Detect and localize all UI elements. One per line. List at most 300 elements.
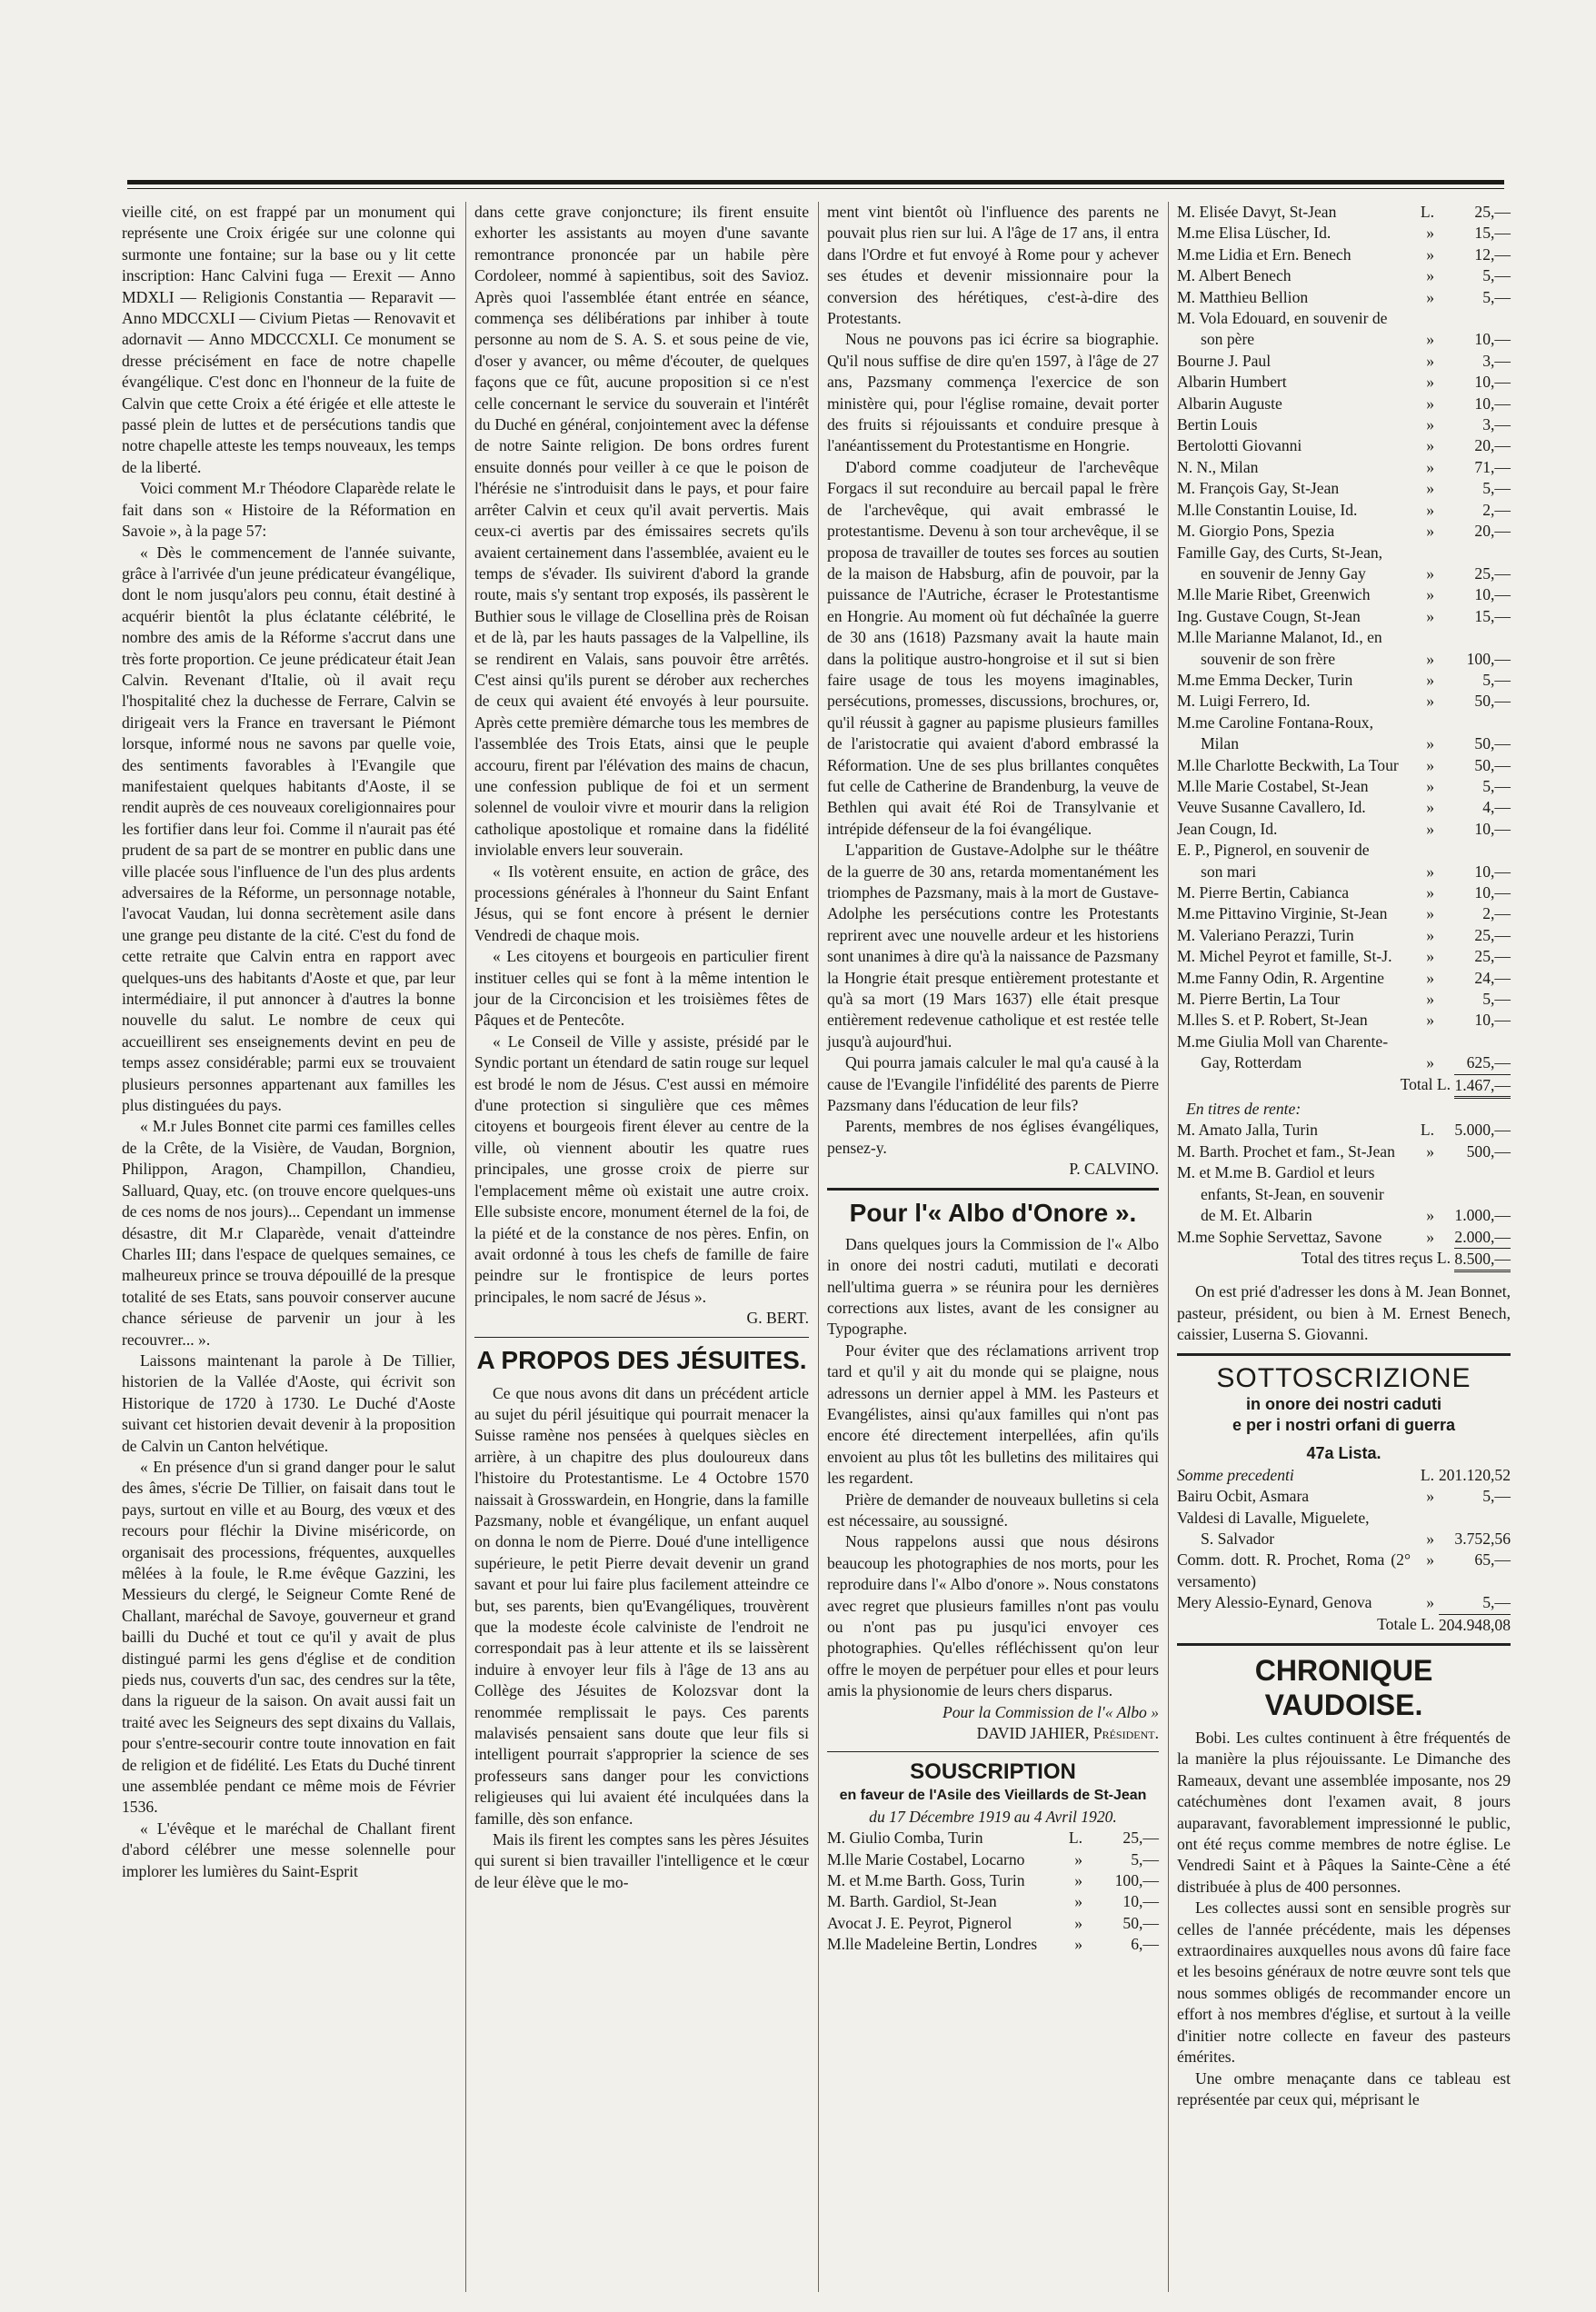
list-row [827, 1913, 1159, 1934]
row-value: 71,— [1474, 457, 1511, 476]
row-unit: » [1074, 1849, 1082, 1869]
row-value: 10,— [1474, 373, 1511, 392]
row-value: 2.000,— [1454, 1227, 1511, 1246]
row-name: Bertin Louis [1177, 415, 1258, 434]
paragraph: Une ombre menaçante dans ce tableau est représentée par ceux qui, méprisant le [1177, 2068, 1511, 2108]
row-name: Albarin Auguste [1177, 394, 1282, 413]
list-row [1177, 521, 1511, 542]
row-name: M.lle Constantin Louise, Id. [1177, 500, 1358, 519]
row-value: 25,— [1474, 925, 1511, 944]
row-name: Jean Cougn, Id. [1177, 819, 1278, 838]
list-row [1177, 1052, 1511, 1073]
section-divider [1177, 1643, 1511, 1646]
list-row [1177, 351, 1511, 372]
row-value: 6,— [1131, 1935, 1159, 1954]
list-row [1177, 1184, 1511, 1205]
row-name: Albarin Humbert [1177, 373, 1287, 392]
paragraph: « L'évêque et le maréchal de Challant firent d'abord célébrer une messe solennelle pour implorer les lumières du Saint-Esprit [122, 1819, 455, 1880]
row-name: M. Valeriano Perazzi, Turin [1177, 925, 1354, 944]
list-row [1177, 329, 1511, 350]
row-unit: » [1426, 1227, 1434, 1246]
row-unit: » [1426, 904, 1434, 923]
row-name: M.me Pittavino Virginie, St-Jean [1177, 904, 1388, 923]
row-value [1434, 713, 1511, 733]
row-name: M. Matthieu Bellion [1177, 287, 1309, 306]
list-row [1177, 862, 1511, 882]
row-unit: » [1426, 606, 1434, 625]
row-unit: » [1426, 351, 1434, 370]
row-unit: » [1426, 415, 1434, 434]
list-row [1177, 1508, 1511, 1529]
paragraph: Prière de demander de nouveaux bulletins si cela est nécessaire, au soussigné. [827, 1490, 1159, 1530]
row-name: M. et M.me Barth. Goss, Turin [827, 1871, 1025, 1890]
column-2 [474, 202, 809, 1893]
row-unit: L. [1420, 1121, 1434, 1140]
list-row [1177, 543, 1511, 563]
list-row [1177, 1465, 1511, 1486]
row-name: M. Amato Jalla, Turin [1177, 1121, 1318, 1140]
top-rule-thick [127, 180, 1504, 184]
row-unit: » [1426, 649, 1434, 668]
list-row [1177, 1031, 1511, 1052]
row-unit: » [1426, 244, 1434, 264]
row-value: 24,— [1474, 968, 1511, 987]
row-value: 10,— [1474, 1011, 1511, 1030]
paragraph: Bobi. Les cultes continuent à être fréquentés de la manière la plus réjouissante. Le Dimanche des Rameaux, devant une assemblée imposante, nos 29 catéchumènes dont l'examen avait, 8 jours auparavant, favorablement impressionné le public, ont été reçus comme membres de notre église. Le Vendredi Saint et à Pâques la Sainte-Cène a été distribuée à plus de 400 personnes. [1177, 1729, 1511, 1896]
row-name: Famille Gay, des Curts, St-Jean, [1177, 543, 1383, 562]
row-value: 10,— [1474, 585, 1511, 604]
list-row [1177, 606, 1511, 627]
list-row [1177, 1486, 1511, 1507]
list-row [1177, 946, 1511, 967]
total-value: 8.500,— [1454, 1248, 1511, 1272]
list-row [1177, 691, 1511, 712]
row-unit: » [1426, 287, 1434, 306]
row-value [1434, 1031, 1511, 1052]
row-value: 10,— [1474, 819, 1511, 838]
row-unit: » [1426, 563, 1434, 583]
row-unit [1411, 308, 1434, 329]
paragraph: Ce que nous avons dit dans un précédent article au sujet du péril jésuitique qui pourrait menacer la Suisse ramène nos pensées à quelques siècles en arrière, à un chapitre des plus douloureux dans l'histoire du Protestantisme. Le 4 Octobre 1570 naissait à Grosswardein, en Hongrie, dans la famille Pazsmany, noble et évangélique, un enfant auquel on donna le nom de Pierre. Doué d'une intelligence supérieure, le petit Pierre devait devenir un grand savant et pour lui faire plus facilement atteindre ce but, ses parents, bien qu'Evangéliques, trouvèrent que la modeste école calviniste de l'endroit ne correspondait pas à leur attente et ils se laissèrent induire à envoyer leur fils à l'âge de 13 ans au Collège des Jésuites de Kolozsvar dont la renommée remplissait le pays. Ces parents malavisés pensaient sans doute que leur fils si intelligent pourrait s'approprier la science de ses professeurs sans danger pour les convictions religieuses qui lui avaient été inculquées dans la famille, dès son enfance. [474, 1383, 809, 1828]
row-unit: » [1426, 692, 1434, 711]
row-name: M. Barth. Gardiol, St-Jean [827, 1892, 997, 1911]
dons-text: On est prié d'adresser les dons à M. Jean Bonnet, pasteur, président, ou bien à M. Ernest Benech, caissier, Luserna S. Giovanni. [1177, 1282, 1511, 1344]
row-value: 15,— [1474, 606, 1511, 625]
row-value [1434, 840, 1511, 861]
article-subtitle: en faveur de l'Asile des Vieillards de St-Jean [839, 1788, 1147, 1804]
row-value: 3,— [1482, 351, 1511, 370]
list-row [1177, 903, 1511, 924]
signature: G. BERT. [746, 1309, 809, 1328]
row-name: Ing. Gustave Cougn, St-Jean [1177, 606, 1361, 625]
list-row [827, 1849, 1159, 1870]
row-unit: L. [1068, 1829, 1082, 1848]
row-unit: » [1426, 373, 1434, 392]
column-divider [465, 202, 466, 2292]
row-name: Gay, Rotterdam [1201, 1053, 1302, 1072]
column-1 [122, 202, 455, 1882]
row-name: M.lles S. et P. Robert, St-Jean [1177, 1011, 1368, 1030]
row-name: de M. Et. Albarin [1201, 1206, 1312, 1225]
row-name: M. Pierre Bertin, Cabianca [1177, 883, 1350, 902]
row-value: 10,— [1474, 862, 1511, 881]
row-name: M. Elisée Davyt, St-Jean [1177, 203, 1337, 221]
row-unit: » [1426, 1141, 1434, 1161]
row-value: 10,— [1474, 330, 1511, 349]
section-divider [827, 1188, 1159, 1191]
column-divider [1168, 202, 1169, 2292]
row-value: 65,— [1474, 1550, 1511, 1570]
row-value: 50,— [1474, 755, 1511, 774]
row-name: M.lle Marie Costabel, Locarno [827, 1849, 1025, 1869]
row-name: E. P., Pignerol, en souvenir de [1177, 841, 1370, 860]
row-name: M.lle Madeleine Bertin, Londres [827, 1935, 1038, 1954]
paragraph: Les collectes aussi sont en sensible progrès sur celles de l'année précédente, mais les dépenses extraordinaires auxquelles nous avons dû faire face et les besoins généraux de notre œuvre sont tels que nous sommes obligés de recommander encore un effort à nos membres d'église, et surtout à la veille d'initier notre collecte en faveur des pasteurs émérites. [1177, 1898, 1511, 2067]
row-unit: » [1426, 522, 1434, 541]
list-row [1177, 394, 1511, 414]
row-value [1434, 308, 1511, 329]
row-unit [1411, 713, 1434, 733]
row-name: M. Giorgio Pons, Spezia [1177, 522, 1335, 541]
row-unit: » [1426, 883, 1434, 902]
row-name: M. Barth. Prochet et fam., St-Jean [1177, 1141, 1395, 1161]
list-row [1177, 563, 1511, 584]
paragraph: « Les citoyens et bourgeois en particulier firent instituer celles qui se font à la même intention le jour de la Circoncision et les troisièmes fêtes de Pâques et de Pentecôte. [474, 947, 809, 1030]
row-unit: » [1426, 819, 1434, 838]
row-name: M.lle Charlotte Beckwith, La Tour [1177, 755, 1399, 774]
row-unit: » [1426, 734, 1434, 753]
list-row [827, 1891, 1159, 1912]
list-row [1177, 649, 1511, 670]
row-name: M. Giulio Comba, Turin [827, 1829, 983, 1848]
row-name: en souvenir de Jenny Gay [1201, 563, 1366, 583]
list-row [1177, 1529, 1511, 1550]
section-divider [1177, 1353, 1511, 1356]
row-unit: » [1426, 798, 1434, 817]
top-rule-thin [127, 188, 1504, 189]
row-value: 50,— [1474, 692, 1511, 711]
row-name: M.lle Marie Ribet, Greenwich [1177, 585, 1371, 604]
paragraph: Parents, membres de nos églises évangéliques, pensez-y. [827, 1117, 1159, 1157]
row-name: enfants, St-Jean, en souvenir [1201, 1184, 1384, 1203]
row-value: 100,— [1114, 1871, 1159, 1890]
paragraph: Mais ils firent les comptes sans les pères Jésuites qui surent si bien travailler l'intelligence et le cœur de leur élève que le mo- [474, 1830, 809, 1891]
paragraph: Voici comment M.r Théodore Claparède relate le fait dans son « Histoire de la Réformation en Savoie », à la page 57: [122, 479, 455, 541]
row-name: Bairu Ocbit, Asmara [1177, 1487, 1310, 1506]
row-unit: » [1426, 1011, 1434, 1030]
row-value: 10,— [1122, 1892, 1159, 1911]
total-row [1177, 1074, 1511, 1099]
paragraph: Dans quelques jours la Commission de l'« Albo in onore dei nostri caduti, mutilati e decorati nell'ultima guerra » se réunira pour les dernières corrections aux listes, avant de les consigner au Typographe. [827, 1234, 1159, 1339]
list-row [1177, 1227, 1511, 1248]
list-row [1177, 840, 1511, 861]
list-row [1177, 1010, 1511, 1031]
row-name: M.me Elisa Lüscher, Id. [1177, 224, 1332, 243]
paragraph: ment vint bientôt où l'influence des parents ne pouvait plus rien sur lui. A l'âge de 17 ans, il entra dans l'Ordre et fut envoyé à Rome pour y achever ses études et devenir missionnaire pour la conversion des hérétiques, c'est-à-dire des Protestants. [827, 203, 1159, 328]
row-name: M. et M.me B. Gardiol et leurs [1177, 1163, 1375, 1182]
list-row [827, 1934, 1159, 1955]
row-unit: » [1426, 862, 1434, 881]
row-unit: » [1426, 436, 1434, 455]
row-value: 25,— [1474, 947, 1511, 966]
row-name: Bourne J. Paul [1177, 351, 1272, 370]
row-value: 12,— [1474, 244, 1511, 264]
list-row [1177, 968, 1511, 989]
row-unit: » [1426, 224, 1434, 243]
row-value: 50,— [1122, 1913, 1159, 1932]
list-row [1177, 244, 1511, 265]
list-row [1177, 478, 1511, 499]
section-divider [474, 1337, 809, 1338]
row-unit: » [1426, 670, 1434, 689]
row-value: 2,— [1482, 904, 1511, 923]
row-name: M.me Emma Decker, Turin [1177, 670, 1353, 689]
paragraph: « Dès le commencement de l'année suivante, grâce à l'arrivée d'un jeune prédicateur évangélique, dont le nom jusqu'alors peu connu, était destiné à acquérir bientôt la plus éclatante célébrité, le nombre des amis de la Réforme s'accrut dans une très forte proportion. Ce jeune prédicateur était Jean Calvin. Revenant d'Italie, où il avait reçu l'hospitalité chez la duchesse de Ferrare, Calvin se dirigeait vers la France en traversant le Piémont lorsque, informé nous ne savons par quelle voie, des sentiments favorables à l'Evangile que manifestaient quelques habitants d'Aoste, il se rendit auprès de ces nouveaux coreligionnaires pour les fortifier dans leur foi. Comme il n'aurait pas été prudent de sa part de se montrer en public dans une ville placée sous l'influence de l'un des plus ardents adversaires de la Réforme, un personnage notable, l'avocat Vaudan, lui donna secrètement asile dans une grange peu distante de la cité. C'est du fond de cette retraite que Calvin entra en rapport avec quelques-uns des habitants d'Aoste et que, par leur intermédiaire, il put annoncer à d'autres la bonne nouvelle du salut. Le nombre de ceux qui accueillirent ses enseignements devint en peu de temps assez considérable; parmi eux se trouvaient plusieurs personnes appartenant aux familles les plus distinguées du pays. [122, 543, 455, 1115]
signature: DAVID JAHIER, Président. [976, 1724, 1159, 1743]
row-name: M.me Caroline Fontana-Roux, [1177, 713, 1373, 732]
list-number: 47a Lista. [1306, 1444, 1382, 1463]
row-name: son mari [1201, 862, 1257, 881]
row-unit [1411, 627, 1434, 648]
row-name: M.me Lidia et Ern. Benech [1177, 244, 1352, 264]
paragraph: « Le Conseil de Ville y assiste, présidé par le Syndic portant un étendard de satin rouge sur lequel est brodé le nom de Jésus. C'est aussi en mémoire d'une protection si singulière que ces mêmes citoyens et bourgeois firent élever au centre de la ville, où viennent aboutir les quatre rues principales, une grosse croix de pierre sur l'emplacement même où existait une autre croix. Elle subsiste encore, monument éternel de la foi, de la piété et de la constance de nos pères. Enfin, on avait ordonné à tous les chefs de famille de faire peindre sur le frontispice de leurs portes principales, le nom sacré de Jésus ». [474, 1031, 809, 1306]
list-row [1177, 797, 1511, 818]
row-unit: » [1426, 1593, 1434, 1612]
list-row [1177, 1592, 1511, 1613]
list-row [1177, 202, 1511, 223]
row-value: 5,— [1482, 287, 1511, 306]
column-divider [818, 202, 819, 2292]
list-row [1177, 223, 1511, 244]
row-value: 5,— [1482, 1487, 1511, 1506]
row-unit: » [1426, 1550, 1434, 1570]
row-unit: » [1426, 266, 1434, 285]
row-value: 25,— [1122, 1829, 1159, 1848]
row-value: 2,— [1482, 500, 1511, 519]
list-row [1177, 819, 1511, 840]
article-subtitle: in onore dei nostri caduti [1245, 1394, 1441, 1413]
row-unit: » [1426, 585, 1434, 604]
row-unit: » [1426, 968, 1434, 987]
row-unit: L. [1420, 1465, 1434, 1484]
article-dates: du 17 Décembre 1919 au 4 Avril 1920. [869, 1807, 1117, 1826]
row-name: Valdesi di Lavalle, Miguelete, [1177, 1508, 1370, 1527]
row-unit: » [1426, 755, 1434, 774]
row-name: S. Salvador [1201, 1529, 1275, 1548]
row-name: Avocat J. E. Peyrot, Pignerol [827, 1913, 1012, 1932]
row-name: Comm. dott. R. Prochet, Roma (2° versamento) [1177, 1550, 1411, 1590]
row-name: N. N., Milan [1177, 457, 1259, 476]
total-label: Totale L. [1377, 1614, 1435, 1633]
signature: Pour la Commission de l'« Albo » [942, 1702, 1159, 1721]
list-row [1177, 414, 1511, 435]
row-value: 5,— [1482, 990, 1511, 1009]
row-name: M.me Fanny Odin, R. Argentine [1177, 968, 1384, 987]
article-title: SOUSCRIPTION [910, 1759, 1076, 1785]
row-value: 5,— [1482, 1593, 1511, 1612]
row-value: 50,— [1474, 734, 1511, 753]
row-unit: » [1426, 479, 1434, 498]
row-value: 5,— [1482, 670, 1511, 689]
row-name: M.me Giulia Moll van Charente- [1177, 1031, 1389, 1051]
list-row [1177, 1205, 1511, 1226]
row-name: M. Vola Edouard, en souvenir de [1177, 309, 1388, 328]
row-unit [1411, 840, 1434, 861]
list-row [1177, 265, 1511, 286]
row-value: 3.752,56 [1454, 1529, 1511, 1548]
row-name: son père [1201, 330, 1255, 349]
list-row [1177, 1120, 1511, 1141]
list-row [1177, 925, 1511, 946]
row-unit: » [1426, 776, 1434, 795]
column-4 [1177, 202, 1511, 2110]
paragraph: Nous rappelons aussi que nous désirons beaucoup les photographies de nos morts, pour les reproduire dans l'« Albo d'onore ». Nous constatons avec regret que plusieurs familles n'ont pas voulu ou n'ont pas pu jusqu'ici envoyer ces photographies. Qu'elles réfléchissent qu'on leur offre le moyen de perpétuer pour elles et pour leurs amis la physionomie de leurs chers disparus. [827, 1532, 1159, 1700]
row-value: 100,— [1466, 649, 1511, 668]
total-label: Total L. [1400, 1074, 1451, 1093]
list-row [1177, 457, 1511, 478]
paragraph: Nous ne pouvons pas ici écrire sa biographie. Qu'il nous suffise de dire qu'en 1597, à l'âge de 27 ans, Pazsmany commença l'exercice de son ministère qui, pour l'église romaine, devait porter des fruits si réjouissants et conduire presque à l'anéantissement du Protestantisme en Hongrie. [827, 330, 1159, 455]
row-value: 20,— [1474, 522, 1511, 541]
row-unit: » [1426, 1053, 1434, 1072]
row-unit [1411, 1031, 1434, 1052]
row-unit [1411, 1184, 1434, 1205]
list-row [827, 1828, 1159, 1849]
paragraph: dans cette grave conjoncture; ils firent ensuite exhorter les assistants au moyen d'une savante remontrance prononcée par un habile père Cordoleer, nommé à sapientibus, soit des Savioz. Après quoi l'assemblée étant entrée en séance, commença ses délibérations par inhiber à toute personne au nom de S. A. S. et sous peine de vie, d'oser y avancer, ou même d'écouter, de quelques façons que ce fût, aucune proposition si ce n'est celle concernant le service du souverain et l'intérêt du Duché en général, conjointement avec la défense de notre Sainte religion. De bons ordres furent ensuite donnés pour veiller à ce que le poison de l'hérésie ne s'introduisit dans le pays, et pour faire arrêter Calvin et ceux qu'il avait pervertis. Mais ceux-ci avertis par des émissaires secrets qu'ils avaient certainement dans l'assemblée, avaient eu le temps de s'évader. Ils suivirent d'abord la grande route, mais s'y sentant trop exposés, ils passèrent le Buthier sous le village de Closellina près de Roisan et de là, par les hauts passages de la Valpelline, ils se rendirent en Valais, sans pouvoir être arrêtés. C'est ainsi qu'ils purent se dérober aux recherches de ceux qui avaient été envoyés à leur poursuite. Après cette première démarche tous les membres de l'assemblée des Trois Etats, ainsi que le peuple accouru, firent par l'élévation des mains de chacun, une confession publique de foi et un serment solennel de vouloir vivre et mourir dans la religion catholique apostolique et romaine dans la fidélité inviolable envers leur souverain. [474, 203, 809, 860]
total-value: 204.948,08 [1439, 1614, 1511, 1636]
list-row [1177, 1550, 1511, 1592]
row-name: Somme precedenti [1177, 1465, 1294, 1484]
row-value: 201.120,52 [1438, 1465, 1511, 1484]
row-value [1434, 1508, 1511, 1529]
row-value: 15,— [1474, 224, 1511, 243]
row-value: 5,— [1482, 479, 1511, 498]
row-name: Mery Alessio-Eynard, Genova [1177, 1593, 1372, 1612]
list-row [827, 1870, 1159, 1891]
list-row [1177, 287, 1511, 308]
row-unit: » [1426, 1529, 1434, 1548]
paragraph: L'apparition de Gustave-Adolphe sur le théâtre de la guerre de 30 ans, retarda momentanément les triomphes de Pazsmany, mais à la mort de Gustave-Adolphe les persécutions contre les Protestants reprirent avec une nouvelle ardeur et les historiens sont unanimes à dire qu'à la naissance de Pazsmany la Hongrie était presque entièrement protestante et qu'à sa mort (19 Mars 1637) elle était presque entièrement redevenue catholique et est restée telle jusqu'à aujourd'hui. [827, 841, 1159, 1051]
list-row [1177, 627, 1511, 648]
list-row [1177, 584, 1511, 605]
row-unit: L. [1420, 203, 1434, 221]
list-row [1177, 713, 1511, 733]
row-value: 5,— [1482, 266, 1511, 285]
row-name: Bertolotti Giovanni [1177, 436, 1302, 455]
row-unit [1411, 1162, 1434, 1183]
list-row [1177, 733, 1511, 754]
article-title: CHRONIQUE VAUDOISE. [1254, 1654, 1433, 1721]
row-name: M. François Gay, St-Jean [1177, 479, 1340, 498]
row-unit: » [1426, 457, 1434, 476]
signature: P. CALVINO. [1069, 1160, 1159, 1179]
list-row [1177, 755, 1511, 776]
paragraph: Qui pourra jamais calculer le mal qu'a causé à la cause de l'Evangile l'infidélité des parents de Pierre Pazsmany dans l'éducation de leur fils? [827, 1053, 1159, 1115]
row-name: M. Albert Benech [1177, 266, 1292, 285]
row-value: 20,— [1474, 436, 1511, 455]
row-unit: » [1074, 1892, 1082, 1911]
row-value: 5.000,— [1454, 1121, 1511, 1140]
article-subtitle: e per i nostri orfani di guerra [1232, 1415, 1456, 1434]
row-value: 10,— [1474, 394, 1511, 413]
row-value [1434, 627, 1511, 648]
article-title: SOTTOSCRIZIONE [1216, 1362, 1471, 1393]
column-3 [827, 202, 1159, 1956]
paragraph: « Ils votèrent ensuite, en action de grâce, des processions générales à l'honneur du Saint Enfant Jésus, qui se font encore à présent le dernier Vendredi de chaque mois. [474, 862, 809, 944]
row-value: 3,— [1482, 415, 1511, 434]
row-value: 4,— [1482, 798, 1511, 817]
row-unit: » [1426, 1487, 1434, 1506]
row-unit: » [1426, 925, 1434, 944]
total-row [1177, 1614, 1511, 1636]
row-value [1434, 543, 1511, 563]
row-unit: » [1074, 1871, 1082, 1890]
row-value: 25,— [1474, 563, 1511, 583]
list-row [1177, 500, 1511, 521]
row-value: 5,— [1482, 776, 1511, 795]
row-value: 5,— [1131, 1849, 1159, 1869]
row-value [1434, 1162, 1511, 1183]
list-row [1177, 989, 1511, 1010]
row-name: M.lle Marianne Malanot, Id., en [1177, 628, 1382, 647]
rente-title: En titres de rente: [1186, 1100, 1302, 1119]
row-unit: » [1074, 1913, 1082, 1932]
row-unit [1411, 1508, 1434, 1529]
row-value [1434, 1184, 1511, 1205]
list-row [1177, 435, 1511, 456]
row-unit: » [1426, 947, 1434, 966]
paragraph: Laissons maintenant la parole à De Tillier, historien de la Vallée d'Aoste, qui écrivit son Historique de 1720 à 1730. Le Duché d'Aoste suivant cet historien devait devenir à la proposition de Calvin un Canton helvétique. [122, 1350, 455, 1455]
row-name: M. Pierre Bertin, La Tour [1177, 990, 1341, 1009]
row-value: 625,— [1466, 1053, 1511, 1072]
row-unit [1411, 543, 1434, 563]
paragraph: vieille cité, on est frappé par un monument qui représente une Croix érigée sur une colonne qui surmonte une fontaine; sur la base ou y lit cette inscription: Hanc Calvini fuga — Erexit — Anno MDXLI — Religionis Constantia — Reparavit — Anno MDCCXLI — Civium Pietas — Renovavit et adornavit — Anno MDCCCXLI. Ce monument se dresse précisément en face de notre chapelle évangélique. C'est donc en l'honneur de la fuite de Calvin que cette Croix a été érigée et elle atteste le passé plein de luttes et de persécutions tandis que notre chapelle atteste les temps nouveaux, les temps de la liberté. [122, 203, 455, 476]
list-row [1177, 1141, 1511, 1162]
row-unit: » [1426, 990, 1434, 1009]
row-name: Milan [1201, 734, 1240, 753]
total-row [1177, 1248, 1511, 1272]
row-value: 1.000,— [1454, 1206, 1511, 1225]
total-value: 1.467,— [1454, 1074, 1511, 1099]
section-divider [827, 1751, 1159, 1752]
row-value: 500,— [1466, 1141, 1511, 1161]
row-value: 25,— [1474, 203, 1511, 221]
row-value: 10,— [1474, 883, 1511, 902]
row-unit: » [1074, 1935, 1082, 1954]
total-label: Total des titres reçus L. [1301, 1248, 1451, 1267]
row-name: Veuve Susanne Cavallero, Id. [1177, 798, 1366, 817]
row-name: M. Luigi Ferrero, Id. [1177, 692, 1311, 711]
row-name: souvenir de son frère [1201, 649, 1336, 668]
paragraph: Pour éviter que des réclamations arrivent trop tard et qu'il y ait du monde qui se plaigne, nous adressons un dernier appel à MM. les Pasteurs et Evangélistes, ainsi qu'aux familles qui n'ont pas encore été directement interpellées, afin qu'ils envoient au plus tôt les bulletins des militaires qui les regardent. [827, 1340, 1159, 1488]
row-name: M.lle Marie Costabel, St-Jean [1177, 776, 1369, 795]
list-row [1177, 308, 1511, 329]
row-name: M. Michel Peyrot et famille, St-J. [1177, 947, 1392, 966]
list-row [1177, 776, 1511, 797]
article-title: A PROPOS DES JÉSUITES. [476, 1345, 807, 1374]
row-unit: » [1426, 1206, 1434, 1225]
article-title: Pour l'« Albo d'Onore ». [849, 1198, 1137, 1227]
paragraph: D'abord comme coadjuteur de l'archevêque Forgacs il sut reconduire au bercail papal le frère de l'archevêque, qui avait embrassé le protestantisme. Devenu à son tour archevêque, il se proposa de travailler de toutes ses forces au soutien de la maison de Habsburg, afin de pouvoir, par la puissance de l'Autriche, écraser le Protestantisme en Hongrie. Au moment où fut déchaînée la guerre de 30 ans (1618) Pazsmany avait la haute main dans la politique austro-hongroise et il sut si bien faire usage de tous les moyens imaginables, persécutions, promesses, discussions, brochures, or, qu'il réussit à gagner au papisme plusieurs familles de l'aristocratie qui avaient d'abord embrassé la Réformation. Une de ses plus brillantes conquêtes fut celle de Catherine de Brandenburg, la veuve de Bethlen qui avait été Roi de Transylvanie et intrépide défenseur de la foi évangélique. [827, 457, 1159, 838]
row-unit: » [1426, 500, 1434, 519]
paragraph: « M.r Jules Bonnet cite parmi ces familles celles de la Crête, de la Visière, de Vaudan, Borgnion, Philippon, Aragon, Champillon, Chandieu, Salluard, Quay, etc. (on trouve encore quelques-uns de ces noms de nos jours)... Cependant un immense désastre, dit M.r Claparède, venait d'atteindre Charles III; dans l'espace de quelques semaines, ce malheureux prince se trouva dépouillé de la presque totalité de ses Etats, sans pouvoir conserver aucune chance sérieuse de parvenir un jour à les recouvrer... ». [122, 1117, 455, 1349]
list-row [1177, 670, 1511, 691]
paragraph: « En présence d'un si grand danger pour le salut des âmes, s'écrie De Tillier, on faisait dans tout le pays, surtout en ville et au Bourg, des vœux et des recours pour fléchir la Divine miséricorde, on organisait des processions, fréquentes, auxquelles mêlées à la foule, le R.me évêque Gazzini, les Messieurs du clergé, le Seigneur Comte René de Challant, maréchal de Savoye, gouverneur et grand bailli du Duché et tout ce qu'il y avait de plus distingué parmi les gens d'église et de condition pieds nus, couverts d'un sac, des cendres sur la tête, dans la rigueur de la saison. On avait aussi fait un traité avec les Seigneurs des sept dixains du Vallais, pour s'entre-secourir contre toute innovation en fait de religion et de fidélité. Les Etats du Duché tinrent une assemblée pendant ce même mois de Février 1536. [122, 1457, 455, 1817]
row-name: M.me Sophie Servettaz, Savone [1177, 1227, 1382, 1246]
row-unit: » [1426, 330, 1434, 349]
list-row [1177, 372, 1511, 393]
row-unit: » [1426, 394, 1434, 413]
list-row [1177, 882, 1511, 903]
